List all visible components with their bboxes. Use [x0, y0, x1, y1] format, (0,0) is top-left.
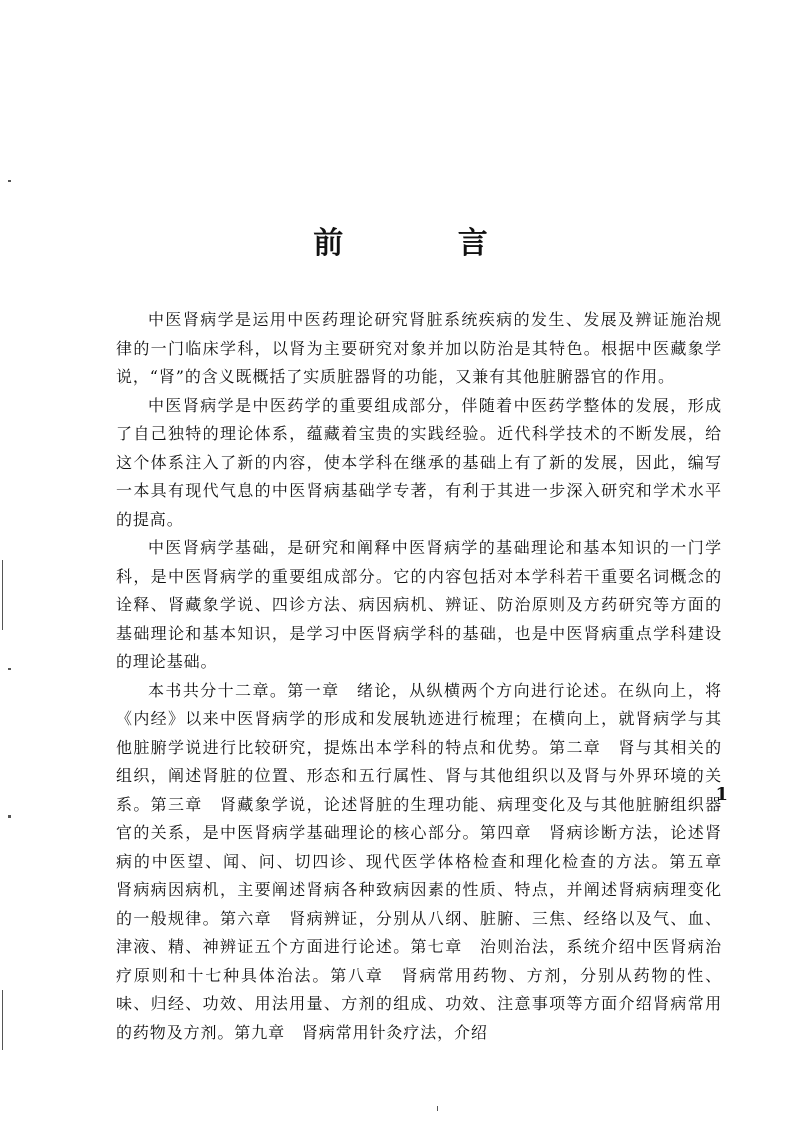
scan-mark: [8, 815, 11, 818]
scan-mark: [2, 560, 3, 630]
paragraph-1: 中医肾病学是运用中医药理论研究肾脏系统疾病的发生、发展及辨证施治规律的一门临床学科，以肾为主要研究对象并加以防治是其特色。根据中医藏象学说，“肾”的含义既概括了实质脏器肾的功能，又兼有其他脏腑器官的作用。: [116, 310, 722, 386]
scan-mark: [2, 990, 3, 1050]
page-title: 前 言: [313, 226, 540, 261]
page-number: 1: [715, 784, 728, 805]
paragraph-4: 本书共分十二章。第一章 绪论，从纵横两个方向进行论述。在纵向上，将《内经》以来中医肾病学的形成和发展轨迹进行梳理；在横向上，就肾病学与其他脏腑学说进行比较研究，提炼出本学科的特点和优势。第二章 肾与其相关的组织，阐述肾脏的位置、形态和五行属性、肾与其他组织以及肾与外界环境的关系。第三章 肾藏象学说，论述肾脏的生理功能、病理变化及与其他脏腑组织器官的关系，是中医肾病学基础理论的核心部分。第四章 肾病诊断方法，论述肾病的中医望、闻、问、切四诊、现代医学体格检查和理化检查的方法。第五章 肾病病因病机，主要阐述肾病各种致病因素的性质、特点，并阐述肾病病理变化的一般规律。第六章 肾病辨证，分别从八纲、脏腑、三焦、经络以及气、血、津液、精、神辨证五个方面进行论述。第七章 治则治法，系统介绍中医肾病治疗原则和十七种具体治法。第八章 肾病常用药物、方剂，分别从药物的性、味、归经、功效、用法用量、方剂的组成、功效、注意事项等方面介绍肾病常用的药物及方剂。第九章 肾病常用针灸疗法，介绍: [116, 680, 739, 1042]
scan-mark: [437, 1106, 438, 1111]
body-text: [116, 306, 739, 1047]
scan-mark: [8, 180, 11, 182]
paragraph-3: 中医肾病学基础，是研究和阐释中医肾病学的基础理论和基本知识的一门学科，是中医肾病学的重要组成部分。它的内容包括对本学科若干重要名词概念的诠释、肾藏象学说、四诊方法、病因病机、辨证、防治原则及方药研究等方面的基础理论和基本知识，是学习中医肾病学科的基础，也是中医肾病重点学科建设的理论基础。: [116, 538, 722, 671]
paragraph-2: 中医肾病学是中医药学的重要组成部分，伴随着中医药学整体的发展，形成了自己独特的理论体系，蕴藏着宝贵的实践经验。近代科学技术的不断发展，给这个体系注入了新的内容，使本学科在继承的基础上有了新的发展，因此，编写一本具有现代气息的中医肾病基础学专著，有利于其进一步深入研究和学术水平的提高。: [116, 395, 722, 529]
scan-mark: [8, 668, 11, 670]
